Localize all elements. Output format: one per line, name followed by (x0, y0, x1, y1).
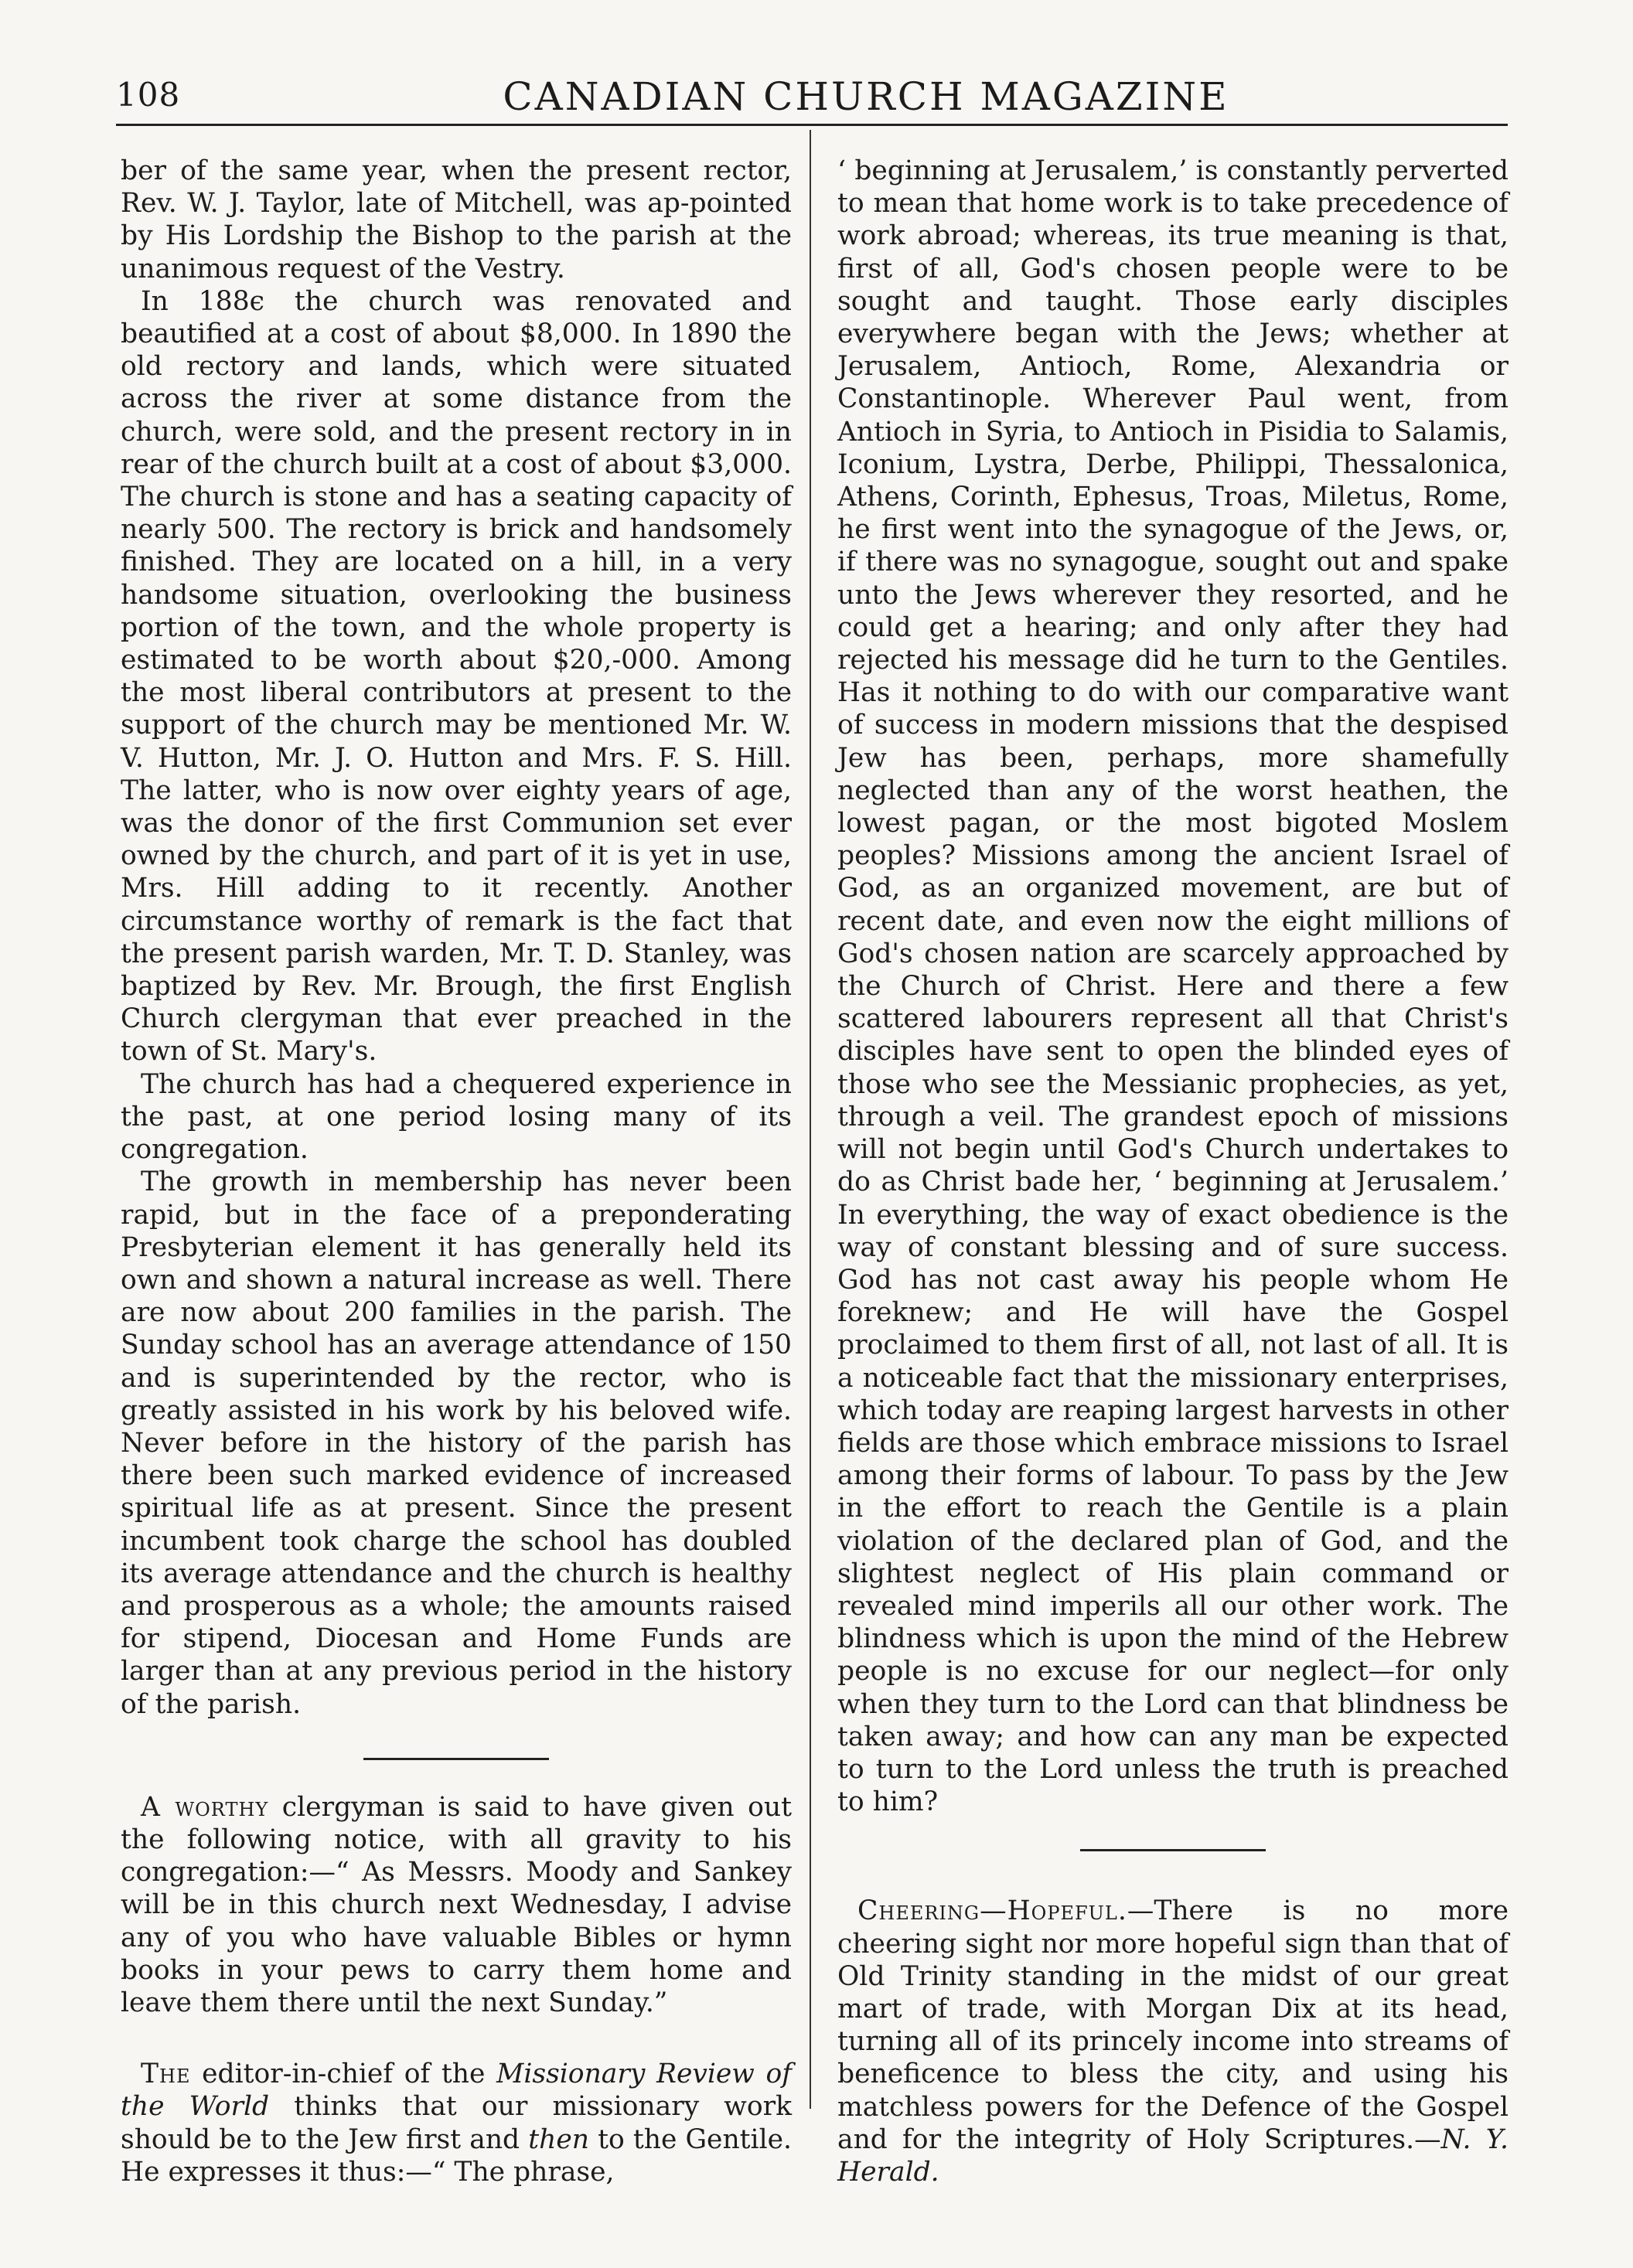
editor-text-b: thinks that our missionary work should be to the Jew first and (121, 2091, 792, 2155)
cheering-body: —There is no more cheering sight nor more hopeful sign than that of Old Trinity standing in the midst of our great mart of trade, with Morgan Dix at its head, turning all of its princely income into streams of beneficence to bless the city, and using his matchless powers for the Defence of the Gospel and for the integrity of Holy Scriptures.— (837, 1895, 1509, 2155)
header-rule (116, 124, 1508, 126)
editor-publication: Missionary Review of the World (121, 2059, 792, 2123)
cheering-hopeful-paragraph (837, 1895, 1509, 2188)
page-header (116, 68, 1508, 124)
column-divider (810, 130, 811, 2109)
renovation-paragraph: In 188ϵ the church was renovated and beautified at a cost of about $8,000. In 1890 the old rectory and lands, which were situated across the river at some distance from the church, were sold, and the present rectory in in rear of the church built at a cost of about $3,000. The church is stone and has a seating capacity of nearly 500. The rectory is brick and handsomely finished. They are located on a hill, in a very handsome situation, overlooking the business portion of the town, and the whole property is estimated to be worth about $20,-000. Among the most liberal contributors at present to the support of the church may be mentioned Mr. W. V. Hutton, Mr. J. O. Hutton and Mrs. F. S. Hill. The latter, who is now over eighty years of age, was the donor of the first Communion set ever owned by the church, and part of it is yet in use, Mrs. Hill adding to it recently. Another circumstance worthy of remark is the fact that the present parish warden, Mr. T. D. Stanley, was baptized by Rev. Mr. Brough, the first English Church clergyman that ever preached in the town of St. Mary's. (121, 285, 792, 1068)
parish-history-paragraph: ber of the same year, when the present rector, Rev. W. J. Taylor, late of Mitchell, was ap-pointed by His Lordship the Bishop to the parish at the unanimous request of the Vestry. (121, 155, 792, 284)
editor-lead: The (141, 2059, 191, 2090)
worthy-lead: A worthy (141, 1791, 269, 1823)
editor-paragraph (121, 2058, 792, 2188)
magazine-title: CANADIAN CHURCH MAGAZINE (503, 74, 1229, 119)
page-number: 108 (116, 76, 181, 114)
section-rule-right (1080, 1849, 1266, 1851)
editor-text-a: editor-in-chief of the (190, 2059, 496, 2090)
editor-text-c: to the Gentile. He expresses it thus:—“ The phrase, (121, 2123, 792, 2188)
section-rule (363, 1758, 549, 1760)
worthy-clergyman-paragraph (121, 1791, 792, 2019)
chequered-experience-paragraph: The church has had a chequered experience in the past, at one period losing many of its congregation. (121, 1068, 792, 1166)
cheering-lead: Cheering—Hopeful. (857, 1895, 1127, 1927)
worthy-body: clergyman is said to have given out the following notice, with all gravity to his congregation:—“ As Messrs. Moody and Sankey will be in this church next Wednesday, I advise any of you who have valuable Bibles or hymn books in your pews to carry them home and leave them there until the next Sunday.” (121, 1791, 793, 2018)
left-column (121, 155, 792, 2188)
cheering-source: N. Y. Herald. (837, 2123, 1509, 2188)
jerusalem-paragraph: ‘ beginning at Jerusalem,’ is constantly perverted to mean that home work is to take precedence of work abroad; whereas, its true meaning is that, first of all, God's chosen people were to be sought and taught. Those early disciples everywhere began with the Jews; whether at Jerusalem, Antioch, Rome, Alexandria or Constantinople. Wherever Paul went, from Antioch in Syria, to Antioch in Pisidia to Salamis, Iconium, Lystra, Derbe, Philippi, Thessalonica, Athens, Corinth, Ephesus, Troas, Miletus, Rome, he first went into the synagogue of the Jews, or, if there was no synagogue, sought out and spake unto the Jews wherever they resorted, and he could get a hearing; and only after they had rejected his message did he turn to the Gentiles. Has it nothing to do with our comparative want of success in modern missions that the despised Jew has been, perhaps, more shamefully neglected than any of the worst heathen, the lowest pagan, or the most bigoted Moslem peoples? Missions among the ancient Israel of God, as an organized movement, are but of recent date, and even now the eight millions of God's chosen nation are scarcely approached by the Church of Christ. Here and there a few scattered labourers represent all that Christ's disciples have sent to open the blinded eyes of those who see the Messianic prophecies, as yet, through a veil. The grandest epoch of missions will not begin until God's Church undertakes to do as Christ bade her, ‘ beginning at Jerusalem.’ In everything, the way of exact obedience is the way of constant blessing and of sure success. God has not cast away his people whom He foreknew; and He will have the Gospel proclaimed to them first of all, not last of all. It is a noticeable fact that the missionary enterprises, which today are reaping largest harvests in other fields are those which embrace missions to Israel among their forms of labour. To pass by the Jew in the effort to reach the Gentile is a plain violation of the declared plan of God, and the slightest neglect of His plain command or revealed mind imperils all our other work. The blindness which is upon the mind of the Hebrew people is no excuse for our neglect—for only when they turn to the Lord can that blindness be taken away; and how can any man be expected to turn to the Lord unless the truth is preached to him? (837, 155, 1509, 1818)
editor-then: then (528, 2123, 589, 2155)
membership-growth-paragraph: The growth in membership has never been rapid, but in the face of a preponderating Presbyterian element it has generally held its own and shown a natural increase as well. There are now about 200 families in the parish. The Sunday school has an average attendance of 150 and is superintended by the rector, who is greatly assisted in his work by his beloved wife. Never before in the history of the parish has there been such marked evidence of increased spiritual life as at present. Since the present incumbent took charge the school has doubled its average attendance and the church is healthy and prosperous as a whole; the amounts raised for stipend, Diocesan and Home Funds are larger than at any previous period in the history of the parish. (121, 1166, 792, 1720)
right-column (837, 155, 1509, 2188)
